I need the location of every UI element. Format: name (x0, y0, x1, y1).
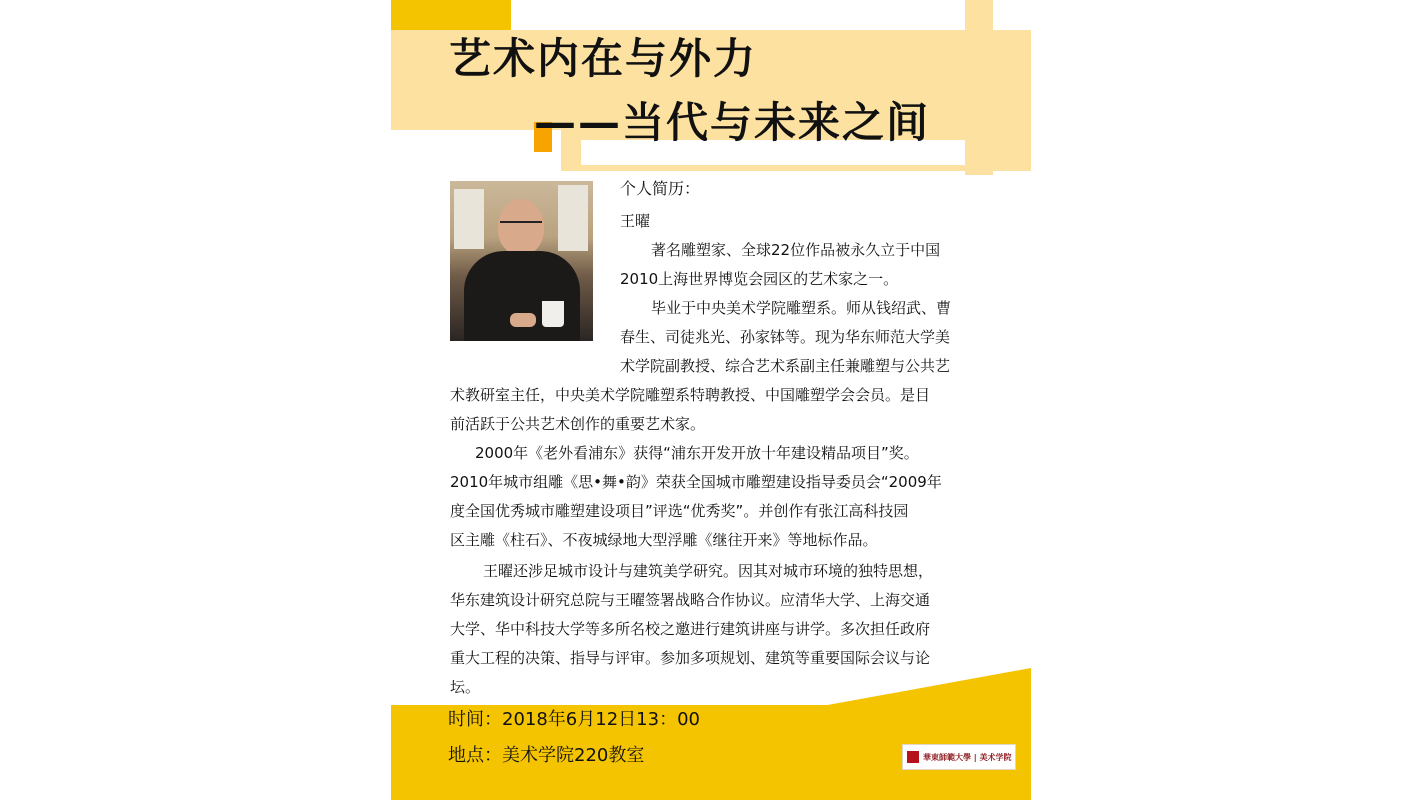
portrait-photo (450, 181, 593, 341)
logo-text: 華東師範大學 | 美术学院 (923, 752, 1012, 762)
poster-title-line2: ——当代与未来之间 (534, 98, 931, 147)
bio-line: 春生、司徒兆光、孙家钵等。现为华东师范大学美 (620, 328, 951, 346)
bio-line: 度全国优秀城市雕塑建设项目”评选“优秀奖”。并创作有张江高科技园 (450, 502, 909, 520)
bio-line: 术教研室主任，中央美术学院雕塑系特聘教授、中国雕塑学会会员。是目 (450, 386, 931, 404)
person-name: 王曜 (620, 212, 651, 230)
bio-line: 华东建筑设计研究总院与王曜签署战略合作协议。应清华大学、上海交通 (450, 591, 931, 609)
bio-line: 区主雕《柱石》、不夜城绿地大型浮雕《继往开来》等地标作品。 (450, 531, 878, 549)
university-emblem-icon (907, 751, 919, 763)
bio-line: 2010上海世界博览会园区的艺术家之一。 (620, 270, 899, 288)
bio-line: 2010年城市组雕《思•舞•韵》荣获全国城市雕塑建设指导委员会“2009年 (450, 473, 942, 491)
bio-line: 术学院副教授、综合艺术系副主任兼雕塑与公共艺 (620, 357, 951, 375)
section-heading: 个人简历： (620, 179, 701, 198)
bottom-right-triangle (811, 668, 1031, 708)
university-logo (902, 744, 1016, 770)
bio-line: 大学、华中科技大学等多所名校之邀进行建筑讲座与讲学。多次担任政府 (450, 620, 931, 638)
bio-line: 重大工程的决策、指导与评审。参加多项规划、建筑等重要国际会议与论 (450, 649, 931, 667)
bio-line: 毕业于中央美术学院雕塑系。师从钱绍武、曹 (651, 299, 952, 317)
event-time: 时间：2018年6月12日13：00 (448, 709, 700, 730)
bio-line: 著名雕塑家、全球22位作品被永久立于中国 (651, 241, 941, 259)
event-place: 地点：美术学院220教室 (448, 745, 645, 766)
bio-line: 2000年《老外看浦东》获得“浦东开发开放十年建设精品项目”奖。 (475, 444, 919, 462)
poster-title-line1: 艺术内在与外力 (449, 34, 758, 83)
bio-line: 前活跃于公共艺术创作的重要艺术家。 (450, 415, 706, 433)
bio-line: 王曜还涉足城市设计与建筑美学研究。因其对城市环境的独特思想， (483, 562, 934, 580)
right-vertical-bar (965, 0, 993, 175)
bio-line: 坛。 (450, 678, 481, 696)
event-poster (391, 0, 1031, 800)
